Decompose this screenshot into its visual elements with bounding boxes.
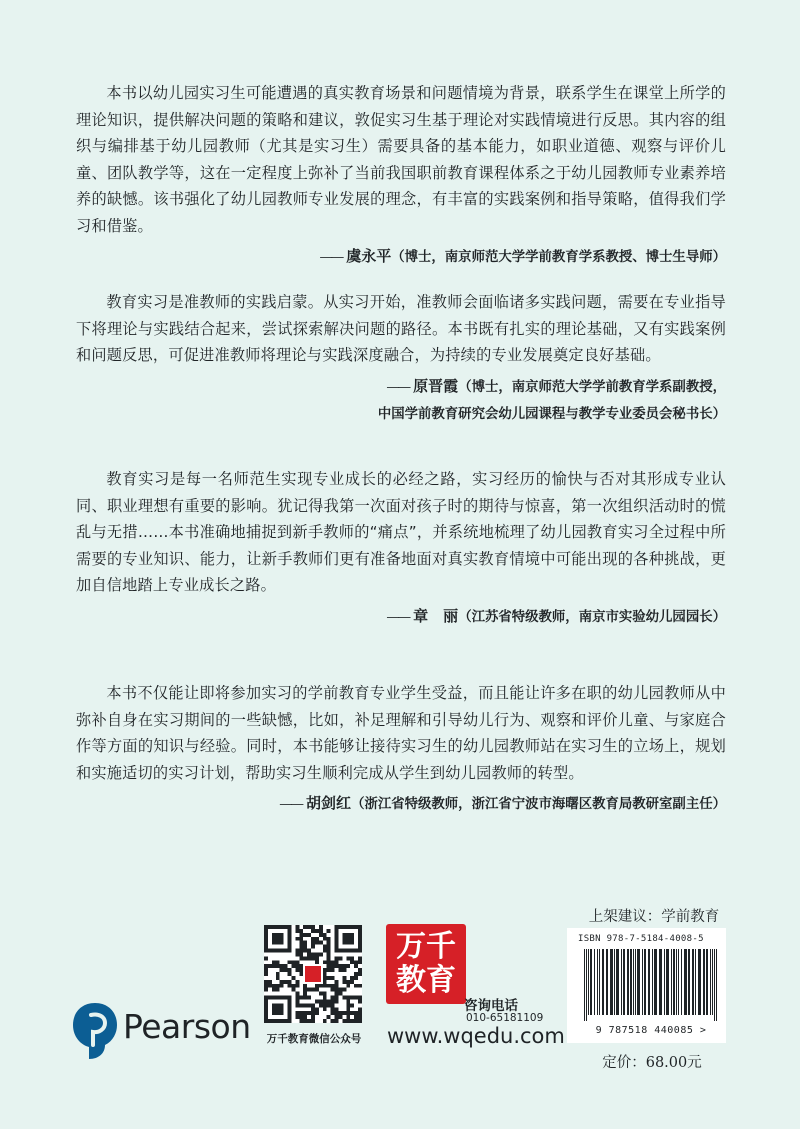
- qr-code-icon: [264, 925, 362, 1023]
- wanqian-logo-line: 教育: [396, 963, 456, 998]
- review-text: 教育实习是准教师的实践启蒙。从实习开始，准教师会面临诸多实践问题，需要在专业指导下将理论与实践结合起来，尝试探索解决问题的路径。本书既有扎实的理论基础，又有实践案例和问题反思，可促进准教师将理论与实践深度融合，为持续的专业发展奠定良好基础。: [76, 293, 726, 364]
- review-attribution: [76, 373, 726, 427]
- reviewer-credential: （浙江省特级教师，浙江省宁波市海曙区教育局教研室副主任）: [351, 796, 726, 812]
- review-block: [76, 80, 726, 271]
- barcode-icon: [582, 949, 720, 1021]
- pearson-logo-icon: [71, 1001, 119, 1061]
- qr-caption: 万千教育微信公众号: [266, 1033, 362, 1045]
- isbn-text: ISBN 978-7-5184-4008-5: [578, 934, 704, 944]
- review-text: 本书不仅能让即将参加实习的学前教育专业学生受益，而且能让许多在职的幼儿园教师从中弥补自身在实习期间的一些缺憾，比如，补足理解和引导幼儿行为、观察和评价儿童、与家庭合作等方面的知识与经验。同时，本书能够让接待实习生的幼儿园教师站在实习生的立场上，规划和实施适切的实习计划，帮助实习生顺利完成从学生到幼儿园教师的转型。: [76, 684, 726, 782]
- reviewer-credential: （江苏省特级教师，南京市实验幼儿园园长）: [458, 608, 726, 625]
- reviewer-credential: （博士，南京师范大学学前教育学系教授、博士生导师）: [391, 249, 726, 265]
- website-link[interactable]: www.wqedu.com: [387, 1024, 565, 1048]
- wanqian-logo-line: 万千: [396, 929, 456, 964]
- review-block: [76, 289, 726, 427]
- review-text: 教育实习是每一名师范生实现专业成长的必经之路，实习经历的愉快与否对其形成专业认同、职业理想有重要的影响。犹记得我第一次面对孩子时的期待与惊喜，第一次组织活动时的慌乱与无措……本书准确地捕捉到新手教师的“痛点”，并系统地梳理了幼儿园教育实习全过程中所需要的专业知识、能力，让新手教师们更有准备地面对真实教育情境中可能出现的各种挑战，更加自信地踏上专业成长之路。: [76, 470, 726, 594]
- attribution-dash: ——: [319, 250, 343, 265]
- review-attribution: [76, 603, 726, 631]
- attribution-dash: ——: [386, 609, 410, 625]
- reviewer-name: 虞永平: [346, 247, 392, 265]
- reviewer-name: 章 丽: [413, 606, 459, 625]
- reviewer-name: 原晋霞: [413, 376, 459, 395]
- reviewer-name: 胡剑红: [306, 794, 352, 812]
- shelf-suggestion: 上架建议：学前教育: [588, 909, 720, 925]
- review-block: [76, 466, 726, 631]
- price-label: 定价：68.00元: [602, 1055, 702, 1071]
- review-text: 本书以幼儿园实习生可能遭遇的真实教育场景和问题情境为背景，联系学生在课堂上所学的理论知识，提供解决问题的策略和建议，敦促实习生基于理论对实践情境进行反思。其内容的组织与编排基于幼儿园教师（尤其是实习生）需要具备的基本能力，如职业道德、观察与评价儿童、团队教学等，这在一定程度上弥补了当前我国职前教育课程体系之于幼儿园教师专业素养培养的缺憾。该书强化了幼儿园教师专业发展的理念，有丰富的实践案例和指导策略，值得我们学习和借鉴。: [76, 84, 726, 235]
- reviewer-credential-continued: 中国学前教育研究会幼儿园课程与教学专业委员会秘书长）: [377, 405, 726, 422]
- hotline-label: 咨询电话: [464, 998, 518, 1014]
- attribution-dash: ——: [386, 379, 410, 395]
- attribution-dash: ——: [279, 797, 303, 812]
- hotline-number: 010-65181109: [466, 1012, 544, 1024]
- review-block: [76, 680, 726, 818]
- pearson-wordmark: Pearson: [123, 1007, 251, 1046]
- wanqian-logo: [386, 924, 466, 1004]
- review-attribution: [76, 243, 726, 271]
- review-attribution: [76, 790, 726, 818]
- ean-digits: 9 787518 440085 >: [595, 1025, 707, 1036]
- reviewer-credential: （博士，南京师范大学学前教育学系副教授，: [458, 378, 726, 395]
